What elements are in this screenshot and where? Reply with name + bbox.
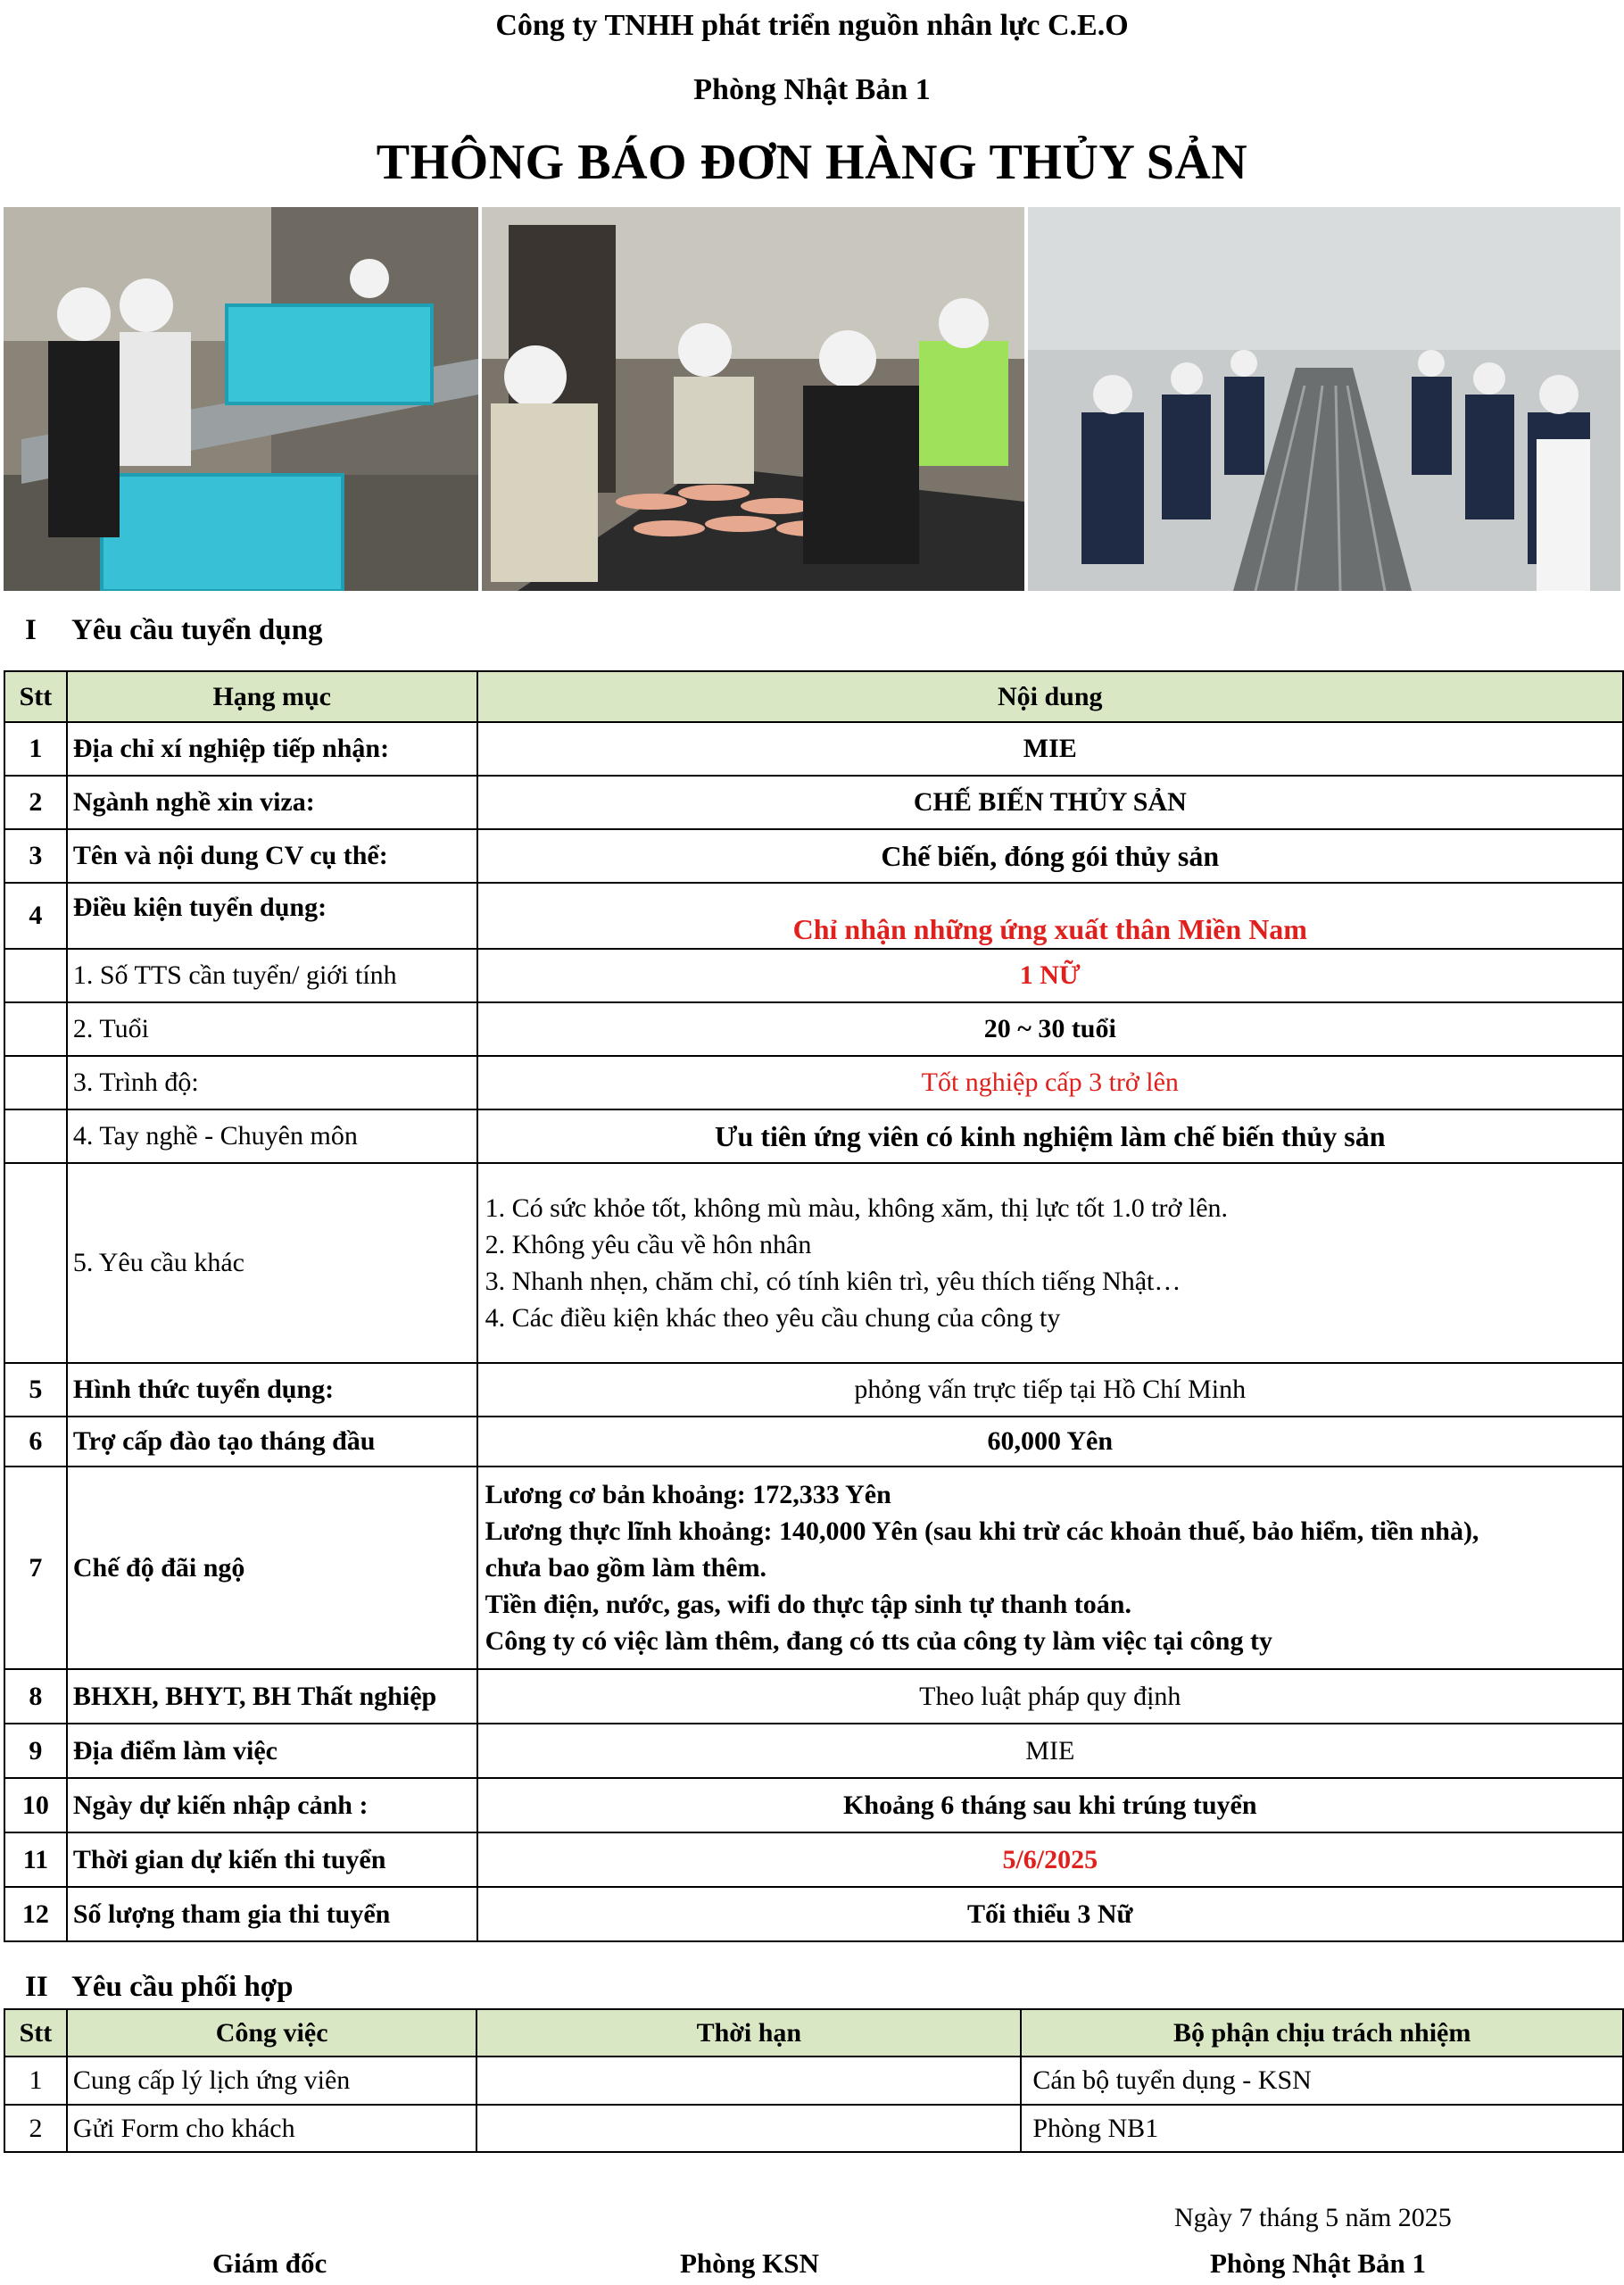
table-row [4,1467,1623,1669]
requirement-line: 1. Có sức khỏe tốt, không mù màu, không xăm, thị lực tốt 1.0 trở lên. [485,1193,1229,1223]
row-item: BHXH, BHYT, BH Thất nghiệp [67,1669,477,1724]
requirement-line: 2. Không yêu cầu về hôn nhân [485,1230,812,1259]
factory-conveyor-workers-photo [1028,207,1620,591]
table-header-row [4,671,1623,722]
row-stt: 7 [4,1467,67,1669]
row-content: 60,000 Yên [477,1417,1623,1467]
table-row [4,1056,1623,1109]
row-stt: 4 [4,883,67,949]
row-content: phỏng vấn trực tiếp tại Hồ Chí Minh [477,1363,1623,1417]
row-stt: 5 [4,1363,67,1417]
recruitment-requirements-table [4,670,1624,1942]
row-stt: 1 [4,722,67,776]
row-task: Cung cấp lý lịch ứng viên [67,2056,476,2105]
benefits-list [477,1467,1623,1669]
benefit-line: Công ty có việc làm thêm, đang có tts của công ty làm việc tại công ty [485,1626,1272,1656]
section-2-number: II [25,1971,48,2003]
fish-processing-line-photo [4,207,478,591]
section-2-title: Yêu cầu phối hợp [71,1971,294,2003]
company-name: Công ty TNHH phát triển nguồn nhân lực C.E.O [495,9,1129,42]
header-content: Nội dung [477,671,1623,722]
table-row [4,1832,1623,1887]
row-content: 1 NỮ [477,949,1623,1002]
table-row [4,1669,1623,1724]
page-title: THÔNG BÁO ĐƠN HÀNG THỦY SẢN [376,135,1248,190]
row-deadline [476,2105,1021,2152]
row-item: Số lượng tham gia thi tuyển [67,1887,477,1941]
row-item: Địa điểm làm việc [67,1724,477,1778]
header-task: Công việc [67,2009,476,2056]
row-responsible: Cán bộ tuyển dụng - KSN [1021,2056,1623,2105]
signature-japan-dept: Phòng Nhật Bản 1 [1210,2248,1427,2279]
row-content: Tối thiểu 3 Nữ [477,1887,1623,1941]
row-stt [4,1109,67,1163]
row-content: Tốt nghiệp cấp 3 trở lên [477,1056,1623,1109]
header-stt: Stt [4,671,67,722]
table-row [4,1724,1623,1778]
section-2-heading [25,1971,293,2004]
row-stt: 12 [4,1887,67,1941]
row-stt: 11 [4,1832,67,1887]
table-row [4,722,1623,776]
row-item: 4. Tay nghề - Chuyên môn [67,1109,477,1163]
row-stt: 2 [4,776,67,829]
requirement-line: 4. Các điều kiện khác theo yêu cầu chung của công ty [485,1303,1061,1333]
header-responsible: Bộ phận chịu trách nhiệm [1021,2009,1623,2056]
benefit-line: Tiền điện, nước, gas, wifi do thực tập sinh tự thanh toán. [485,1590,1131,1619]
row-stt: 9 [4,1724,67,1778]
section-1-number: I [25,614,37,646]
benefit-line: chưa bao gồm làm thêm. [485,1553,767,1583]
benefit-line: Lương thực lĩnh khoảng: 140,000 Yên (sau khi trừ các khoản thuế, bảo hiểm, tiền nhà), [485,1516,1479,1546]
row-content: MIE [477,722,1623,776]
row-stt [4,949,67,1002]
row-content: 20 ~ 30 tuổi [477,1002,1623,1056]
table-row [4,1778,1623,1832]
row-item: Ngành nghề xin viza: [67,776,477,829]
signature-director: Giám đốc [212,2248,327,2279]
table-row [4,1163,1623,1363]
row-content: Chỉ nhận những ứng xuất thân Miền Nam [477,883,1623,949]
section-1-heading [25,614,322,647]
row-item: Điều kiện tuyển dụng: [67,883,477,949]
table-row [4,1002,1623,1056]
row-item: 2. Tuổi [67,1002,477,1056]
table-row [4,1887,1623,1941]
coordination-table [4,2008,1624,2153]
row-task: Gửi Form cho khách [67,2105,476,2152]
table-row [4,1417,1623,1467]
table-row [4,829,1623,883]
header-deadline: Thời hạn [476,2009,1021,2056]
benefit-line: Lương cơ bản khoảng: 172,333 Yên [485,1480,891,1509]
row-stt: 3 [4,829,67,883]
table-row [4,2105,1623,2152]
row-content: Khoảng 6 tháng sau khi trúng tuyển [477,1778,1623,1832]
row-item: Hình thức tuyển dụng: [67,1363,477,1417]
table-row [4,776,1623,829]
other-requirements-list [477,1163,1623,1363]
table-row [4,1363,1623,1417]
row-item: 1. Số TTS cần tuyển/ giới tính [67,949,477,1002]
document-date: Ngày 7 tháng 5 năm 2025 [1174,2203,1452,2232]
header-item: Hạng mục [67,671,477,722]
row-item: Ngày dự kiến nhập cảnh : [67,1778,477,1832]
row-stt: 1 [4,2056,67,2105]
row-deadline [476,2056,1021,2105]
row-content: Chế biến, đóng gói thủy sản [477,829,1623,883]
row-item: Chế độ đãi ngộ [67,1467,477,1669]
row-item: Trợ cấp đào tạo tháng đầu [67,1417,477,1467]
row-item: Địa chỉ xí nghiệp tiếp nhận: [67,722,477,776]
table-row [4,1109,1623,1163]
department-name: Phòng Nhật Bản 1 [693,73,931,106]
row-stt [4,1002,67,1056]
row-stt [4,1056,67,1109]
row-item: 3. Trình độ: [67,1056,477,1109]
row-content: MIE [477,1724,1623,1778]
row-stt: 2 [4,2105,67,2152]
row-stt [4,1163,67,1363]
requirement-line: 3. Nhanh nhẹn, chăm chỉ, có tính kiên trì, yêu thích tiếng Nhật… [485,1267,1181,1296]
row-content: Theo luật pháp quy định [477,1669,1623,1724]
row-content: Ưu tiên ứng viên có kinh nghiệm làm chế biến thủy sản [477,1109,1623,1163]
row-item: Thời gian dự kiến thi tuyển [67,1832,477,1887]
table-header-row [4,2009,1623,2056]
table-row [4,883,1623,949]
section-1-title: Yêu cầu tuyển dụng [71,614,323,646]
row-stt: 8 [4,1669,67,1724]
signature-ksn: Phòng KSN [680,2248,819,2279]
row-stt: 10 [4,1778,67,1832]
fish-fillet-table-photo [482,207,1024,591]
row-content: 5/6/2025 [477,1832,1623,1887]
row-responsible: Phòng NB1 [1021,2105,1623,2152]
table-row [4,2056,1623,2105]
row-item: 5. Yêu cầu khác [67,1163,477,1363]
row-item: Tên và nội dung CV cụ thể: [67,829,477,883]
row-stt: 6 [4,1417,67,1467]
table-row [4,949,1623,1002]
header-stt: Stt [4,2009,67,2056]
row-content: CHẾ BIẾN THỦY SẢN [477,776,1623,829]
